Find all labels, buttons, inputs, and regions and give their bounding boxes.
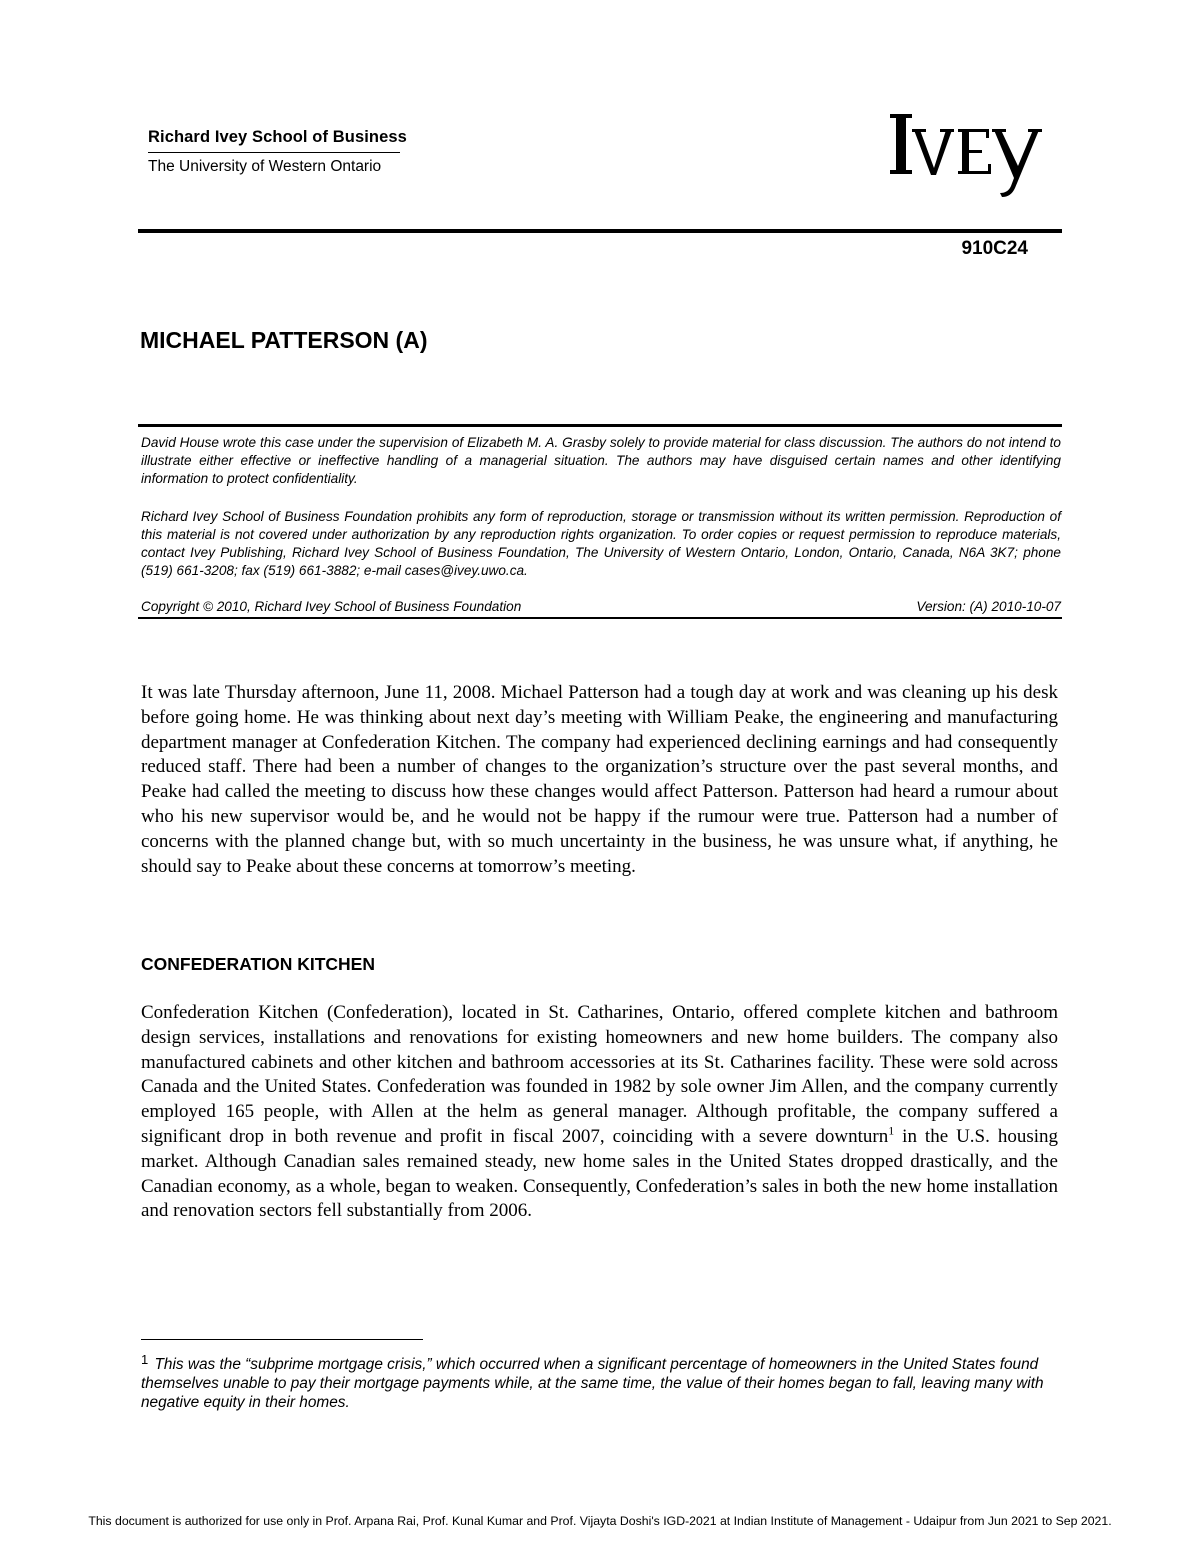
authorship-notice: David House wrote this case under the supervision of Elizabeth M. A. Grasby solely to provide material for class discussion. The authors do not intend to illustrate either effective or ineffective handling of a managerial situation. The authors may have disguised certain names and other identifying information to protect confidentiality. bbox=[141, 435, 1061, 486]
case-title: MICHAEL PATTERSON (A) bbox=[140, 327, 428, 353]
footnote-reference[interactable]: 1 bbox=[888, 1123, 895, 1138]
footnote bbox=[141, 1350, 1061, 1412]
header-divider bbox=[138, 229, 1062, 233]
intro-paragraph: It was late Thursday afternoon, June 11, 2008. Michael Patterson had a tough day at work and was cleaning up his desk before going home. He was thinking about next day’s meeting with William Peake, the engineering and manufacturing department manager at Confederation Kitchen. The company had experienced declining earnings and had consequently reduced staff. There had been a number of changes to the organization’s structure over the past several months, and Peake had called the meeting to discuss how these changes would affect Patterson. Patterson had heard a rumour about who his new supervisor would be, and he would not be happy if the rumour were true. Patterson had a number of concerns with the planned change but, with so much uncertainty in the business, he was unsure what, if anything, he should say to Peake about these concerns at tomorrow’s meeting. bbox=[141, 682, 1058, 877]
ivey-logo bbox=[890, 100, 1062, 214]
copyright-row bbox=[141, 598, 1061, 616]
authorization-notice: This document is authorized for use only in Prof. Arpana Rai, Prof. Kunal Kumar and Prof. Vijayta Doshi's IGD-2021 at Indian Institute of Management - Udaipur from Jun 2021 to Sep 2021. bbox=[88, 1514, 1112, 1528]
section-paragraph-part1: Confederation Kitchen (Confederation), located in St. Catharines, Ontario, offered complete kitchen and bathroom design services, installations and renovations for existing homeowners and new home builders. The company also manufactured cabinets and other kitchen and bathroom accessories at its St. Catharines facility. These were sold across Canada and the United States. Confederation was founded in 1982 by sole owner Jim Allen, and the company currently employed 165 people, with Allen at the helm as general manager. Although profitable, the company suffered a significant drop in both revenue and profit in fiscal 2007, coinciding with a severe downturn bbox=[141, 1002, 1058, 1147]
copyright-text: Copyright © 2010, Richard Ivey School of Business Foundation bbox=[141, 599, 522, 614]
university-name: The University of Western Ontario bbox=[148, 158, 382, 175]
school-name-underline bbox=[148, 152, 400, 153]
notice-top-divider bbox=[138, 424, 1062, 427]
case-number: 910C24 bbox=[961, 238, 1028, 259]
footnote-divider bbox=[141, 1339, 423, 1340]
footnote-number: 1 bbox=[141, 1352, 149, 1367]
section-paragraph-part2: in the U.S. housing market. Although Canadian sales remained steady, new home sales in the United States dropped drastically, and the Canadian economy, as a whole, began to weaken. Consequently, Confederation’s sales in both the new home installation and renovation sectors fell substantially from 2006. bbox=[141, 1125, 1059, 1222]
version-text: Version: (A) 2010-10-07 bbox=[916, 599, 1061, 614]
footnote-text: This was the “subprime mortgage crisis,” which occurred when a significant percentage of homeowners in the United States found themselves unable to pay their mortgage payments while, at the same time, the value of their homes began to fall, leaving many with negative equity in their homes. bbox=[141, 1356, 1044, 1411]
notice-bottom-divider bbox=[138, 617, 1062, 619]
ivey-logo-wordmark bbox=[890, 100, 1062, 200]
section-heading: CONFEDERATION KITCHEN bbox=[141, 954, 375, 974]
reproduction-notice: Richard Ivey School of Business Foundation prohibits any form of reproduction, storage or transmission without its written permission. Reproduction of this material is not covered under authorization by any reproduction rights organization. To order copies or request permission to reproduce materials, contact Ivey Publishing, Richard Ivey School of Business Foundation, The University of Western Ontario, London, Ontario, Canada, N6A 3K7; phone (519) 661-3208; fax (519) 661-3882; e-mail cases@ivey.uwo.ca. bbox=[141, 509, 1061, 578]
section-paragraph bbox=[141, 1001, 1058, 1224]
school-name: Richard Ivey School of Business bbox=[148, 128, 407, 146]
